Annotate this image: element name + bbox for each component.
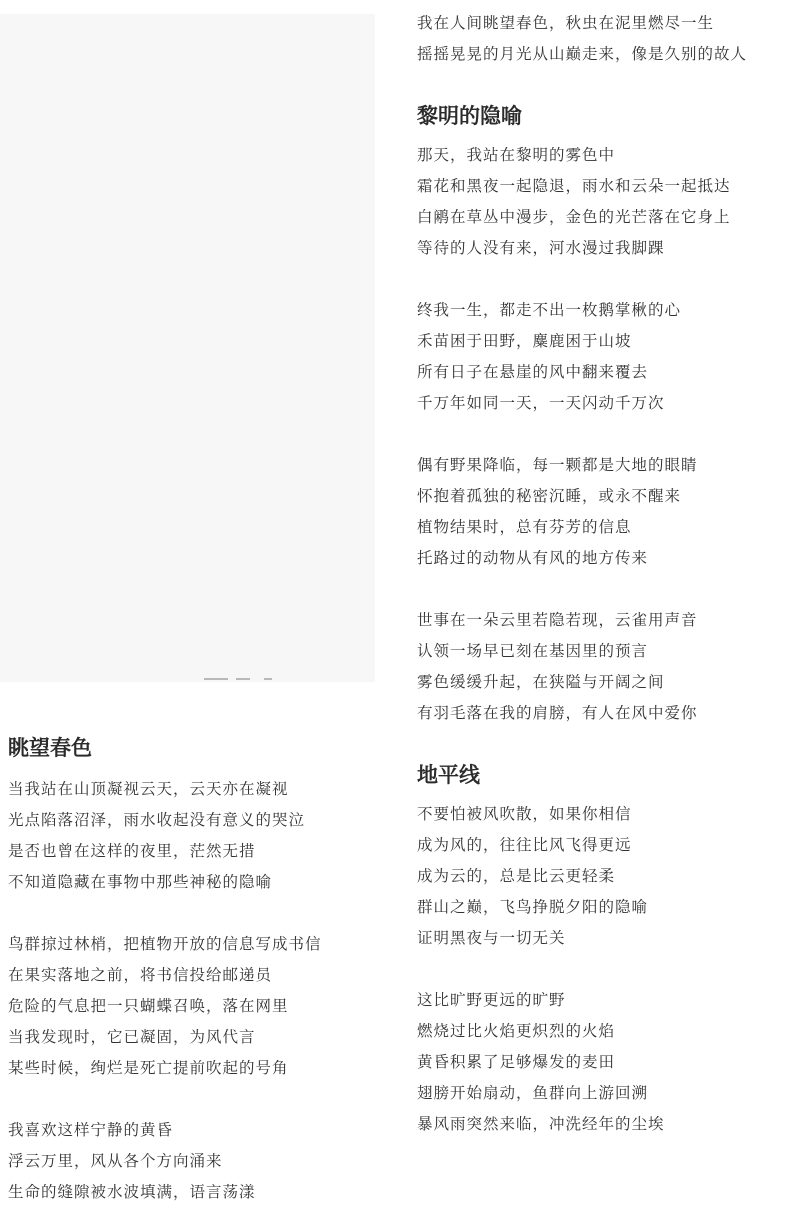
poem-line: 这比旷野更远的旷野 <box>417 991 566 1009</box>
poem-line: 翅膀开始扇动，鱼群向上游回溯 <box>417 1084 649 1102</box>
stanza <box>417 450 793 574</box>
poem-line: 不知道隐藏在事物中那些神秘的隐喻 <box>8 873 273 891</box>
poem-line: 黄昏积累了足够爆发的麦田 <box>417 1053 616 1071</box>
poem-title-spring: 眺望春色 <box>8 736 92 760</box>
poem-line: 千万年如同一天，一天闪动千万次 <box>417 394 665 412</box>
poem-line: 群山之巅，飞鸟挣脱夕阳的隐喻 <box>417 898 649 916</box>
poem-line: 是否也曾在这样的夜里，茫然无措 <box>8 842 256 860</box>
right-column <box>417 8 793 1140</box>
stanza <box>417 985 793 1140</box>
poem-line: 有羽毛落在我的肩膀，有人在风中爱你 <box>417 704 698 722</box>
poem-line: 我在人间眺望春色，秋虫在泥里燃尽一生 <box>417 14 715 32</box>
illustration-caption-fragment <box>204 676 284 682</box>
stanza <box>417 605 793 729</box>
poem-line: 怀抱着孤独的秘密沉睡，或永不醒来 <box>417 487 682 505</box>
poem-line: 我喜欢这样宁静的黄昏 <box>8 1121 174 1139</box>
intro-stanza <box>417 8 793 70</box>
poem-line: 成为风的，往往比风飞得更远 <box>417 836 632 854</box>
poem-line: 浮云万里，风从各个方向涌来 <box>8 1152 223 1170</box>
poem-line: 暴风雨突然来临，冲洗经年的尘埃 <box>417 1115 665 1133</box>
poem-line: 当我发现时，它已凝固，为风代言 <box>8 1028 256 1046</box>
poem-line: 那天，我站在黎明的雾色中 <box>417 146 616 164</box>
poem-line: 成为云的，总是比云更轻柔 <box>417 867 616 885</box>
stanza <box>417 295 793 419</box>
poem-line: 禾苗困于田野，麋鹿困于山坡 <box>417 332 632 350</box>
poem-line: 终我一生，都走不出一枚鹅掌楸的心 <box>417 301 682 319</box>
stanza <box>8 929 368 1084</box>
poem-line: 世事在一朵云里若隐若现，云雀用声音 <box>417 611 698 629</box>
poem-line: 不要怕被风吹散，如果你相信 <box>417 805 632 823</box>
poem-line: 雾色缓缓升起，在狭隘与开阔之间 <box>417 673 665 691</box>
stanza <box>8 774 368 898</box>
poem-line: 霜花和黑夜一起隐退，雨水和云朵一起抵达 <box>417 177 731 195</box>
poem-line: 某些时候，绚烂是死亡提前吹起的号角 <box>8 1059 289 1077</box>
poem-line: 当我站在山顶凝视云天，云天亦在凝视 <box>8 780 289 798</box>
poem-line: 光点陷落沼泽，雨水收起没有意义的哭泣 <box>8 811 306 829</box>
poem-line: 鸟群掠过林梢，把植物开放的信息写成书信 <box>8 935 322 953</box>
poem-line: 燃烧过比火焰更炽烈的火焰 <box>417 1022 616 1040</box>
poem-line: 摇摇晃晃的月光从山巅走来，像是久别的故人 <box>417 45 748 63</box>
poem-line: 危险的气息把一只蝴蝶召唤，落在网里 <box>8 997 289 1015</box>
poem-line: 植物结果时，总有芬芳的信息 <box>417 518 632 536</box>
poem-line: 所有日子在悬崖的风中翻来覆去 <box>417 363 649 381</box>
poem-line: 在果实落地之前，将书信投给邮递员 <box>8 966 273 984</box>
poem-title-dawn: 黎明的隐喻 <box>417 104 522 128</box>
poem-line: 证明黑夜与一切无关 <box>417 929 566 947</box>
poem-title-horizon: 地平线 <box>417 763 480 787</box>
left-column <box>8 732 368 1208</box>
illustration-placeholder <box>0 14 375 682</box>
poem-line: 生命的缝隙被水波填满，语言荡漾 <box>8 1183 256 1201</box>
stanza <box>417 799 793 954</box>
poem-line: 白鹇在草丛中漫步，金色的光芒落在它身上 <box>417 208 731 226</box>
poem-line: 认领一场早已刻在基因里的预言 <box>417 642 649 660</box>
stanza <box>8 1115 368 1208</box>
stanza <box>417 140 793 264</box>
poem-line: 等待的人没有来，河水漫过我脚踝 <box>417 239 665 257</box>
poem-line: 偶有野果降临，每一颗都是大地的眼睛 <box>417 456 698 474</box>
poem-line: 托路过的动物从有风的地方传来 <box>417 549 649 567</box>
